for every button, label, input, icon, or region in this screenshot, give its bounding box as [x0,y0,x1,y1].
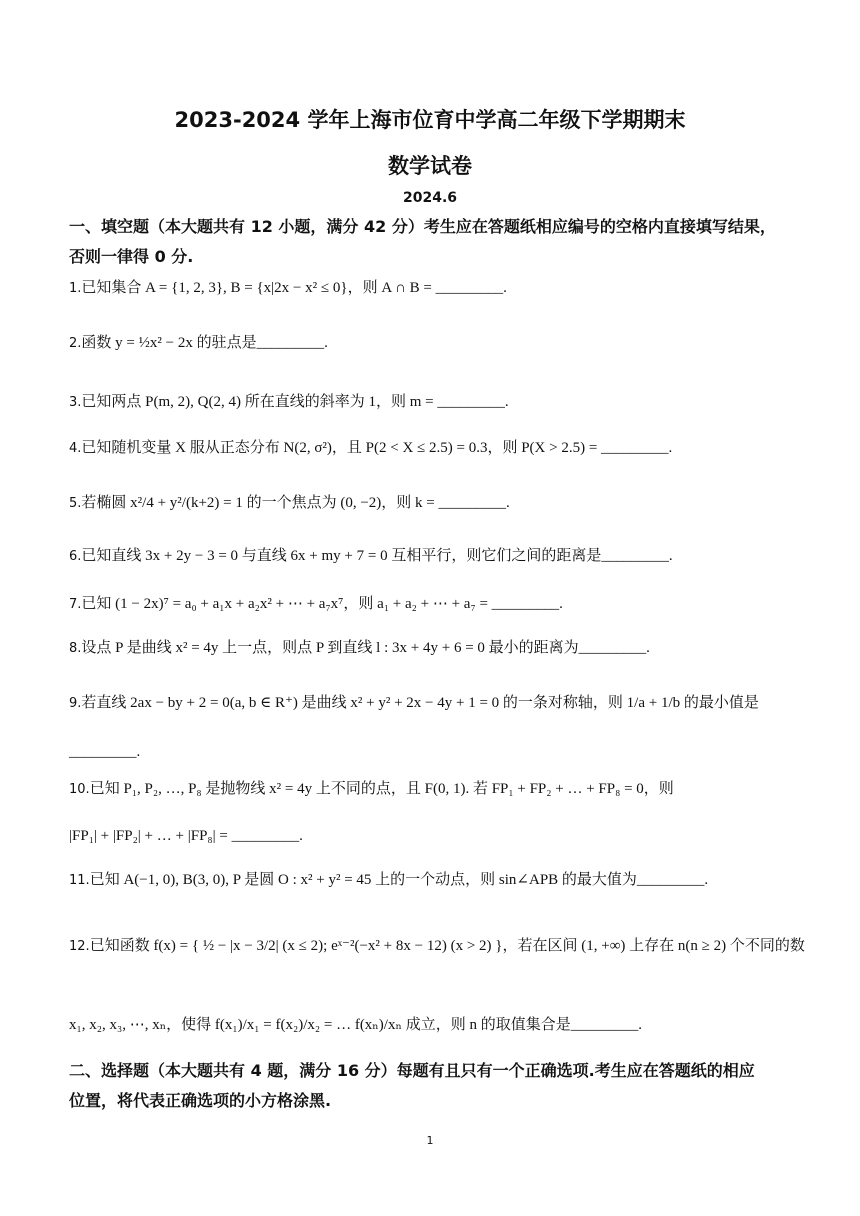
question-number: 3. [69,395,82,410]
section-line: 二、选择题（本大题共有 4 题，满分 16 分）每题有且只有一个正确选项.考生应在答题纸的相应 [69,1061,755,1080]
question-number: 2. [69,336,82,351]
question-text: 若直线 2ax − by + 2 = 0(a, b ∈ R⁺) 是曲线 x² + y² + 2x − 4y + 1 = 0 的一条对称轴，则 1/a + 1/b 的最小值是 [81,695,759,711]
question-number: 11. [69,873,90,888]
question-text: _________. [69,744,141,760]
question-10-continued [69,826,799,847]
question-number: 9. [69,696,82,711]
section-fill-in-instructions [69,212,795,272]
question-text: 已知 P₁, P₂, …, P₈ 是抛物线 x² = 4y 上不同的点，且 F(0, 1). 若 FP₁ + FP₂ + … + FP₈ = 0，则 [89,781,674,797]
exam-title: 2023-2024 学年上海市位育中学高二年级下学期期末 [174,108,686,132]
question-10 [69,779,799,800]
question-12 [69,936,805,957]
question-number: 5. [69,496,82,511]
question-text: 已知 A(−1, 0), B(3, 0), P 是圆 O : x² + y² = 45 上的一个动点，则 sin∠APB 的最大值为_________. [89,872,709,888]
question-text: 已知集合 A = {1, 2, 3}, B = {x|2x − x² ≤ 0}，则 A ∩ B = _________. [81,280,507,296]
question-number: 6. [69,549,82,564]
question-text: 若椭圆 x²/4 + y²/(k+2) = 1 的一个焦点为 (0, −2)，则 k = _________. [81,495,510,511]
question-text: 函数 y = ½x² − 2x 的驻点是_________. [81,335,328,351]
exam-date: 2024.6 [402,190,458,206]
question-text: 已知随机变量 X 服从正态分布 N(2, σ²)，且 P(2 < X ≤ 2.5) = 0.3，则 P(X > 2.5) = _________. [81,440,673,456]
question-text: 已知两点 P(m, 2), Q(2, 4) 所在直线的斜率为 1，则 m = _________. [81,394,509,410]
question-text: 已知函数 f(x) = { ½ − |x − 3/2| (x ≤ 2); eˣ⁻²(−x² + 8x − 12) (x > 2) }，若在区间 (1, +∞) 上存在 n(n ≥ 2) 个不同的数 [89,938,805,954]
question-text: 设点 P 是曲线 x² = 4y 上一点，则点 P 到直线 l : 3x + 4y + 6 = 0 最小的距离为_________. [81,640,650,656]
question-3 [69,392,799,413]
section-choice-instructions [69,1056,795,1116]
question-11 [69,870,799,891]
question-8 [69,638,799,659]
page-number: 1 [426,1134,434,1147]
question-7 [69,594,799,615]
question-text: 已知直线 3x + 2y − 3 = 0 与直线 6x + my + 7 = 0 互相平行，则它们之间的距离是_________. [81,548,673,564]
question-12-continued [69,1015,799,1036]
question-number: 1. [69,281,82,296]
section-line: 一、填空题（本大题共有 12 小题，满分 42 分）考生应在答题纸相应编号的空格内直接填写结果， [69,217,776,236]
question-4 [69,438,799,459]
question-6 [69,546,799,567]
question-5 [69,493,799,514]
question-number: 4. [69,441,82,456]
section-line: 否则一律得 0 分. [69,247,194,266]
question-text: 已知 (1 − 2x)⁷ = a₀ + a₁x + a₂x² + ⋯ + a₇x⁷，则 a₁ + a₂ + ⋯ + a₇ = _________. [81,596,563,612]
exam-subtitle: 数学试卷 [388,154,472,178]
question-9 [69,693,799,714]
question-1 [69,278,799,299]
section-line: 位置，将代表正确选项的小方格涂黑. [69,1091,332,1110]
question-number: 7. [69,597,82,612]
question-number: 12. [69,939,90,954]
question-number: 10. [69,782,90,797]
question-number: 8. [69,641,82,656]
question-9-continued [69,742,799,763]
question-text: x₁, x₂, x₃, ⋯, xₙ，使得 f(x₁)/x₁ = f(x₂)/x₂ = … f(xₙ)/xₙ 成立，则 n 的取值集合是_________. [69,1017,642,1033]
question-text: |FP₁| + |FP₂| + … + |FP₈| = _________. [69,828,303,844]
question-2 [69,333,799,354]
